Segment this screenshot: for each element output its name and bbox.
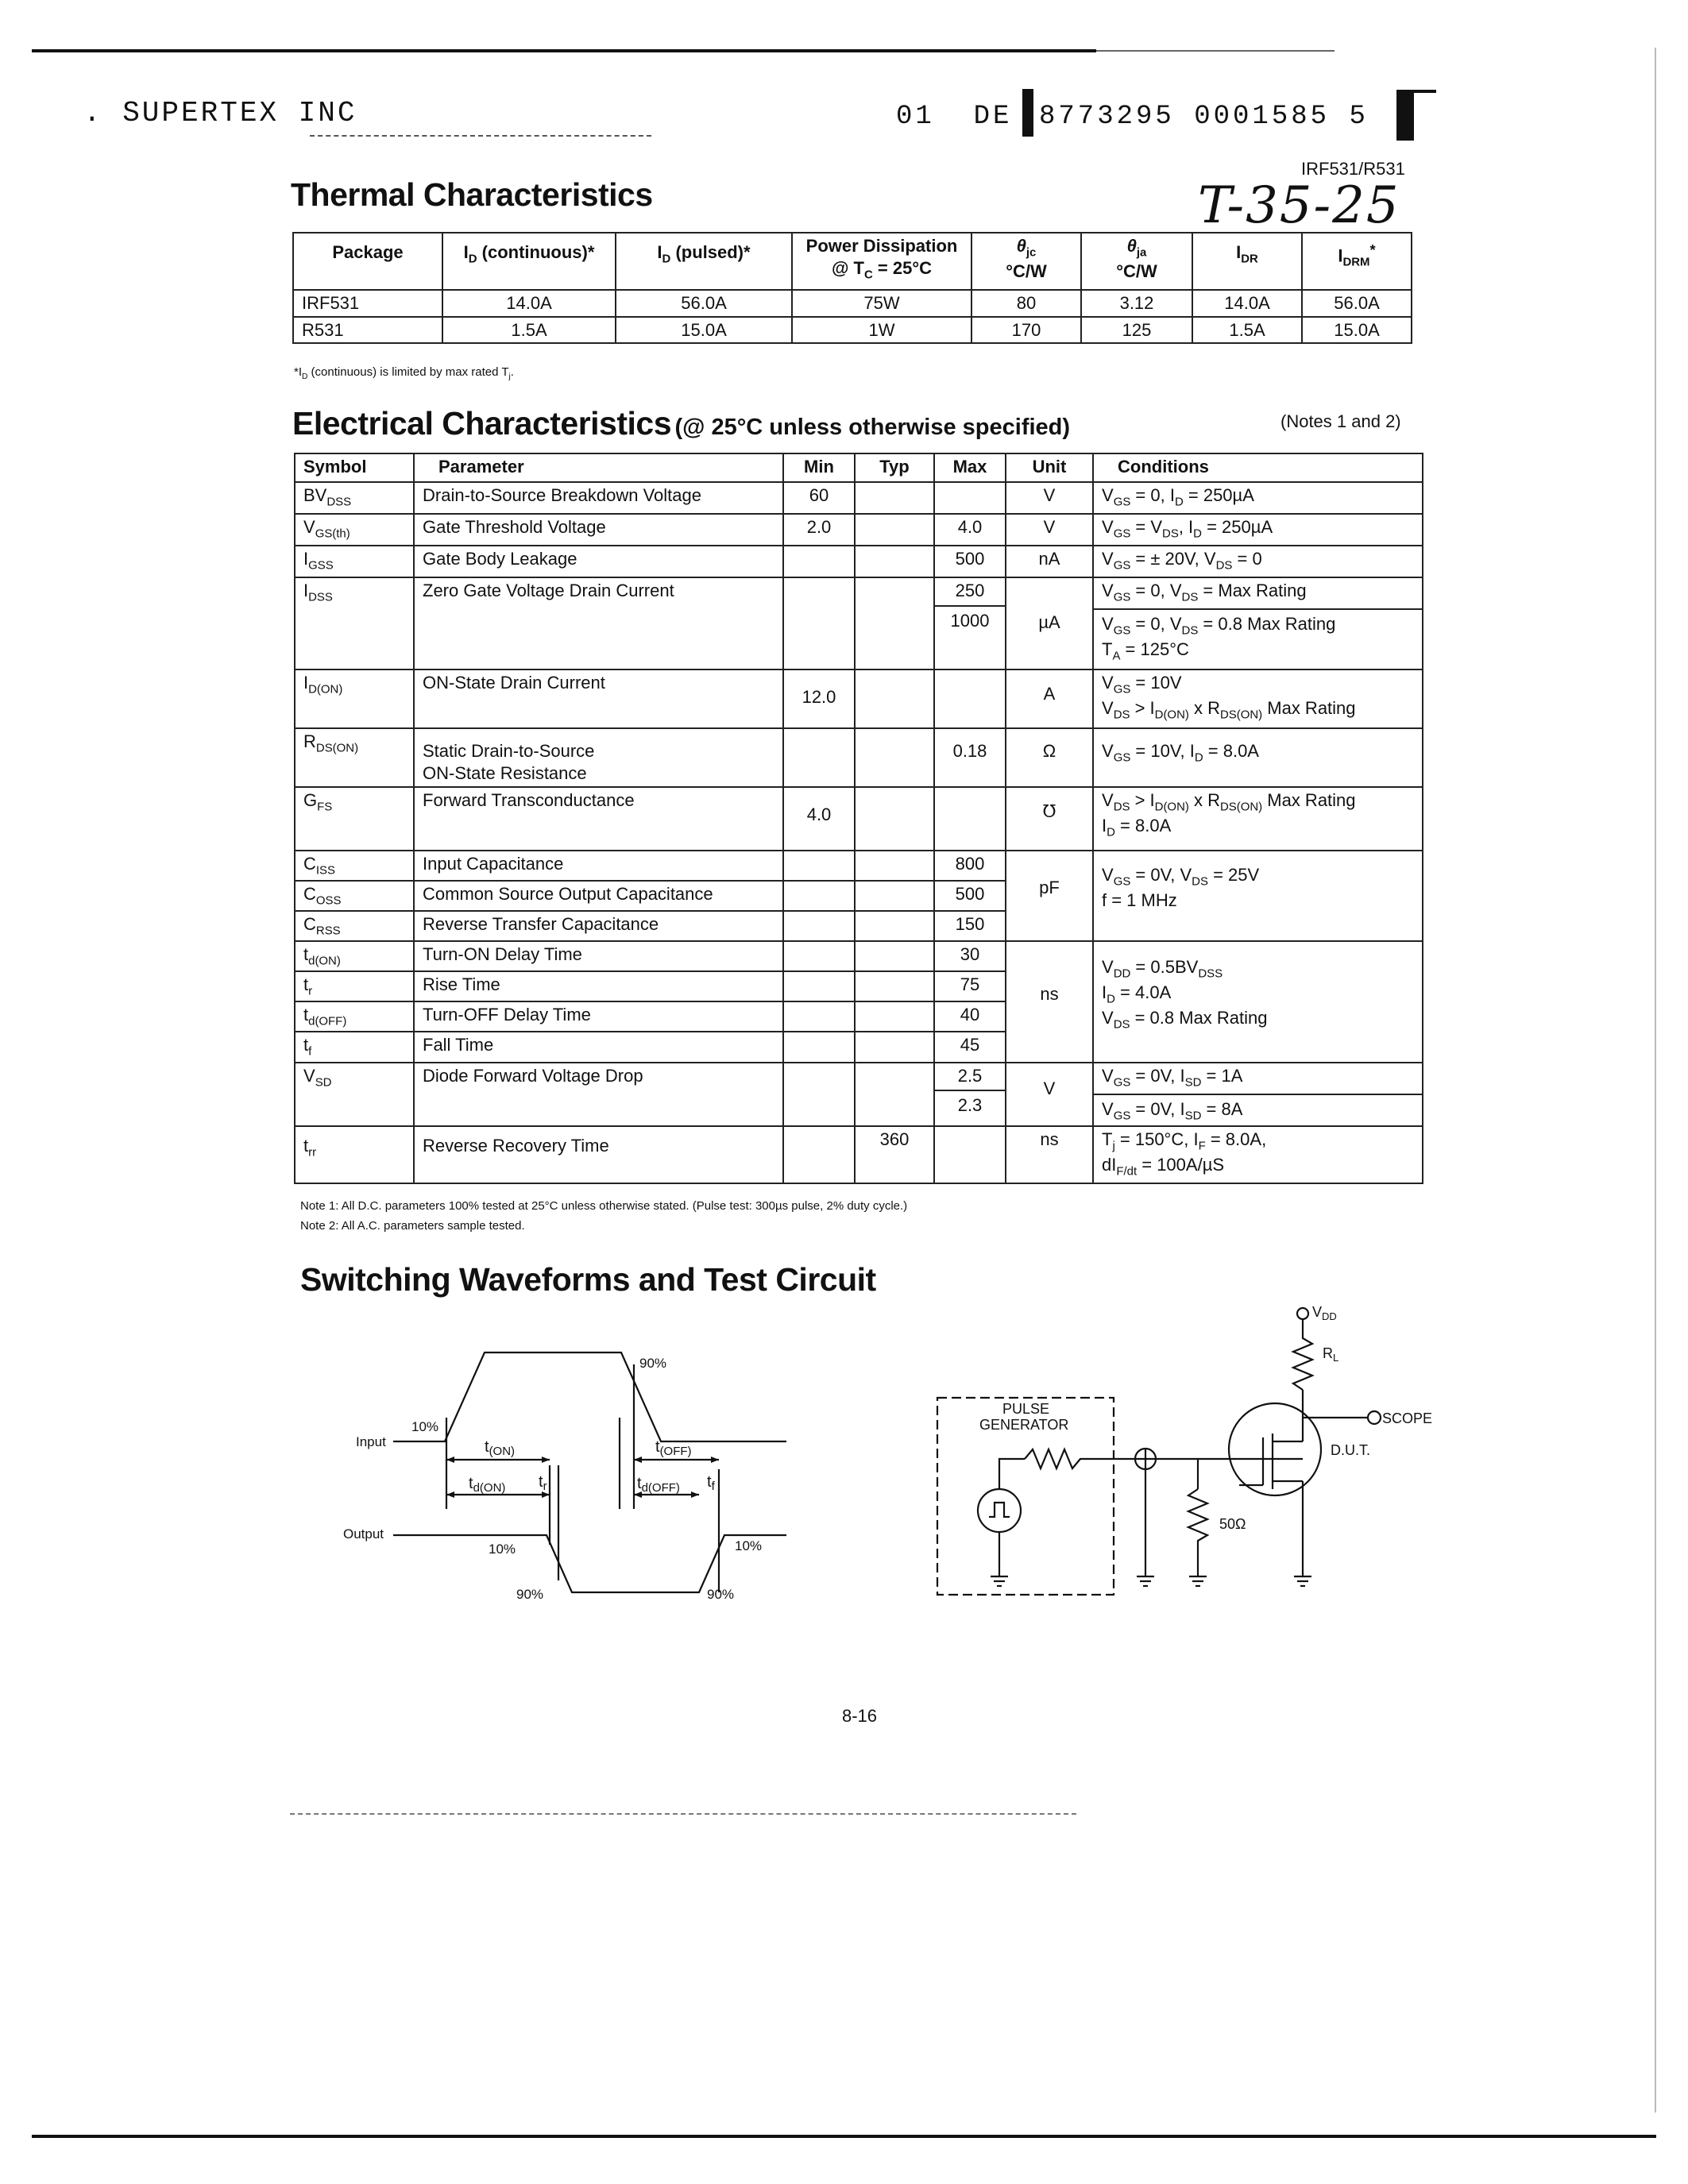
r50-label: 50Ω [1219,1516,1246,1532]
thermal-header-row [293,233,1412,290]
cell-max [934,787,1006,851]
table-row [295,1063,1423,1126]
cell-symbol: $t_{d(OFF)}$ [295,1001,414,1032]
pct-10-out-right: 10% [735,1538,763,1553]
cell-max: 0.18 [934,728,1006,787]
cell-min [783,577,855,669]
fn-tail: (continuous) is limited by max rated T [307,365,509,379]
cell-min [783,1063,855,1126]
electrical-table [294,453,1423,1184]
cell-unit: ℧ [1006,787,1093,851]
top-rule [32,49,1096,52]
cell-typ: 360 [855,1126,934,1183]
th-id-continuous [442,233,616,290]
thermal-row [293,317,1412,344]
input-label: Input [356,1434,386,1449]
cell-min [783,851,855,881]
arrowhead [711,1457,719,1463]
cell-parameter: Common Source Output Capacitance [414,881,783,911]
cell-id-cont: 14.0A [442,290,616,317]
th-conditions: Conditions [1093,453,1423,482]
th-idr-i: I [1236,242,1242,262]
cell-unit: V [1006,482,1093,514]
th-tja-sub: ja [1136,245,1147,260]
cell-typ [855,941,934,971]
cell-typ [855,514,934,546]
cell-max: 4.0 [934,514,1006,546]
th-package [293,233,442,290]
footer-dashed-rule [290,1813,1076,1815]
pct-90-top: 90% [639,1356,667,1371]
th-typ: Typ [855,453,934,482]
cell-max: 2.5 2.3 [934,1063,1006,1126]
header-black-cap [1396,90,1436,93]
th-idrm-sub: DRM [1342,255,1370,269]
ground-symbol [991,1576,1311,1586]
cell-max [934,482,1006,514]
th-idp-tail: (pulsed)* [670,242,751,262]
cell-unit: pF [1006,851,1093,941]
cell-conditions: $V_{GS} = 10V$ $V_{DS} > I_{D(ON)}$ x $R_{DS(ON)}$ Max Rating [1093,669,1423,728]
cell-symbol: $C_{RSS}$ [295,911,414,941]
th-pd-line1: Power Dissipation [805,236,958,256]
input-waveform [393,1352,786,1441]
th-id-pulsed [616,233,792,290]
cell-typ [855,577,934,669]
table-row [295,669,1423,728]
arrowhead [446,1457,454,1463]
cell-min: 2.0 [783,514,855,546]
cell-conditions: $V_{GS}$ = ± 20V, $V_{DS} = 0$ [1093,546,1423,577]
rl-label: $R_L$ [1323,1345,1339,1364]
cell-min [783,941,855,971]
fn-sub: D [302,372,308,381]
cell-parameter: Input Capacitance [414,851,783,881]
cell-unit: nA [1006,546,1093,577]
arrowhead [634,1457,642,1463]
cell-id-cont: 1.5A [442,317,616,344]
cell-min [783,728,855,787]
wire-to-gen [999,1459,1025,1489]
cell-conditions: $V_{GS} = 0V$, $V_{DS} = 25V$ f = 1 MHz [1093,851,1423,941]
cell-parameter: Forward Transconductance [414,787,783,851]
th-pd-sub: C [863,267,873,281]
cell-parameter: ON-State Drain Current [414,669,783,728]
electrical-subtitle: (@ 25°C unless otherwise specified) [674,415,1071,440]
cell-parameter: Turn-ON Delay Time [414,941,783,971]
table-row [295,1126,1423,1183]
cell-min: 4.0 [783,787,855,851]
cell-conditions: $V_{DD} = 0.5BV_{DSS}$ $I_D = 4.0A$ $V_{DS} = 0.8$ Max Rating [1093,941,1423,1062]
cell-id-pulse: 15.0A [616,317,792,344]
cell-unit: V [1006,1063,1093,1126]
table-row [295,728,1423,787]
cell-typ [855,787,934,851]
scope-label: SCOPE [1382,1410,1433,1426]
header-underline [310,135,651,137]
cell-typ [855,482,934,514]
cell-typ [855,911,934,941]
arrowhead [446,1491,454,1498]
th-pd-at: @ T [831,257,864,278]
handwritten-code: T-35-25 [1198,176,1400,235]
cell-typ [855,971,934,1001]
th-theta-ja [1081,233,1192,290]
cell-parameter: Gate Body Leakage [414,546,783,577]
th-package-label: Package [332,242,404,262]
pulse-label: PULSE [1002,1401,1050,1417]
cell-min [783,1032,855,1062]
cell-max: 150 [934,911,1006,941]
pct-10-out-left: 10% [489,1542,516,1557]
cell-unit: µA [1006,577,1093,669]
cell-max: 45 [934,1032,1006,1062]
cell-typ [855,1032,934,1062]
generator-resistor [1025,1449,1112,1468]
cell-symbol: $t_{d(ON)}$ [295,941,414,971]
right-margin-line [1655,48,1656,2113]
cell-min [783,1001,855,1032]
cell-symbol: $t_{rr}$ [295,1126,414,1183]
cell-parameter: Diode Forward Voltage Drop [414,1063,783,1126]
electrical-title-line [292,405,1070,442]
table-row [295,577,1423,669]
tr-label: $t_r$ [539,1473,547,1493]
cell-typ [855,851,934,881]
t-off-label: $t_{(OFF)}$ [655,1438,692,1458]
cell-symbol: $C_{ISS}$ [295,851,414,881]
cell-symbol: $I_{D(ON)}$ [295,669,414,728]
company-name: . SUPERTEX INC [83,97,357,129]
cell-typ [855,1063,934,1126]
waveform-diagram [334,1342,826,1628]
arrowhead [691,1491,699,1498]
cell-parameter: Rise Time [414,971,783,1001]
th-idc-i: I [463,242,469,262]
pct-10-input: 10% [411,1419,439,1434]
electrical-title: Electrical Characteristics [292,405,671,442]
scope-terminal [1368,1411,1381,1424]
cell-theta-jc: 170 [971,317,1081,344]
vdd-label: $V_{DD}$ [1312,1304,1337,1322]
table-row [295,546,1423,577]
note-2: Note 2: All A.C. parameters sample tested. [300,1219,525,1233]
t-on-label: $t_{(ON)}$ [485,1438,516,1458]
td-off-label: $t_{d(OFF)}$ [637,1475,680,1495]
output-waveform [393,1535,786,1592]
cell-unit: Ω [1006,728,1093,787]
cell-pd: 1W [792,317,971,344]
th-symbol: Symbol [295,453,414,482]
cell-idrm: 56.0A [1302,290,1412,317]
cell-conditions: $V_{GS} = 0$, $I_D = 250\mu A$ [1093,482,1423,514]
cell-conditions: $T_j = 150^\circ C$, $I_F = 8.0A$, $dI_{F/dt} = 100A/\mu S$ [1093,1126,1423,1183]
arrowhead [542,1457,550,1463]
thermal-title: Thermal Characteristics [291,176,653,213]
header-code: 01 DE [896,102,1013,132]
cell-theta-jc: 80 [971,290,1081,317]
table-row [295,851,1423,881]
resistor-50 [1188,1489,1207,1576]
cell-max: 40 [934,1001,1006,1032]
th-idc-tail: (continuous)* [477,242,595,262]
cell-parameter: Turn-OFF Delay Time [414,1001,783,1032]
cell-symbol: $I_{DSS}$ [295,577,414,669]
th-idrm [1302,233,1412,290]
source-circle [978,1489,1021,1532]
th-parameter: Parameter [414,453,783,482]
cell-typ [855,546,934,577]
cell-theta-ja: 3.12 [1081,290,1192,317]
cell-parameter: Gate Threshold Voltage [414,514,783,546]
table-row [295,514,1423,546]
cell-min: 60 [783,482,855,514]
test-circuit [914,1302,1433,1612]
cell-unit: ns [1006,1126,1093,1183]
cell-conditions: $V_{GS} = 0V$, $I_{SD} = 1A$ $V_{GS} = 0V$, $I_{SD} = 8A$ [1093,1063,1423,1126]
cell-min [783,911,855,941]
cell-parameter: Drain-to-Source Breakdown Voltage [414,482,783,514]
cell-conditions: $V_{GS} = V_{DS}$, $I_D = 250\mu A$ [1093,514,1423,546]
th-max: Max [934,453,1006,482]
cell-min [783,881,855,911]
output-label: Output [343,1526,384,1542]
bottom-rule [32,2135,1656,2138]
cell-max: 30 [934,941,1006,971]
cell-typ [855,1001,934,1032]
dut-label: D.U.T. [1331,1442,1371,1458]
th-pd-tail: = 25°C [872,257,933,278]
cell-symbol: $V_{SD}$ [295,1063,414,1126]
pct-90-out-right: 90% [707,1587,735,1602]
cell-max: 75 [934,971,1006,1001]
cell-min [783,971,855,1001]
cell-package: R531 [293,317,442,344]
cell-unit: V [1006,514,1093,546]
cell-pd: 75W [792,290,971,317]
cell-max: 500 [934,546,1006,577]
generator-label: GENERATOR [979,1417,1069,1433]
cell-symbol: $I_{GSS}$ [295,546,414,577]
cell-symbol: $V_{GS(th)}$ [295,514,414,546]
cell-max: 250 1000 [934,577,1006,669]
th-idc-sub: D [468,252,477,266]
resistor-rl [1293,1318,1312,1390]
th-idrm-star: * [1369,241,1376,258]
cell-id-pulse: 56.0A [616,290,792,317]
cell-min [783,1126,855,1183]
cell-parameter: Reverse Recovery Time [414,1126,783,1183]
th-power-dissipation [792,233,971,290]
cell-max [934,1126,1006,1183]
cell-idr: 14.0A [1192,290,1302,317]
th-tjc-unit: °C/W [1006,261,1047,282]
th-theta-jc [971,233,1081,290]
table-row [295,941,1423,971]
pulse-symbol [989,1503,1010,1517]
arrowhead [634,1491,642,1498]
th-idrm-i: I [1338,245,1343,266]
switching-title: Switching Waveforms and Test Circuit [300,1261,876,1298]
cell-symbol: $t_r$ [295,971,414,1001]
th-idp-sub: D [662,252,671,266]
cell-symbol: $C_{OSS}$ [295,881,414,911]
th-tja-unit: °C/W [1116,261,1157,282]
fn-star: *I [294,365,303,379]
td-on-label: $t_{d(ON)}$ [469,1475,506,1495]
tf-label: $t_f$ [707,1473,715,1493]
cell-parameter: Static Drain-to-Source ON-State Resistance [414,728,783,787]
thermal-row [293,290,1412,317]
cell-min: 12.0 [783,669,855,728]
cell-typ [855,881,934,911]
cell-conditions: $V_{GS} = 0$, $V_{DS}$ = Max Rating $V_{GS} = 0$, $V_{DS} = 0.8$ Max Rating $T_A = 125^\circ C$ [1093,577,1423,669]
th-tjc-sub: jc [1026,245,1037,260]
th-min: Min [783,453,855,482]
thermal-footnote [294,365,514,381]
th-tjc-sym: θ [1016,236,1026,256]
cell-min [783,546,855,577]
th-idr-sub: DR [1241,252,1258,266]
table-row [295,787,1423,851]
thermal-table [292,232,1412,344]
cell-unit: A [1006,669,1093,728]
cell-symbol: $BV_{DSS}$ [295,482,414,514]
vdd-terminal [1297,1308,1308,1319]
cell-idrm: 15.0A [1302,317,1412,344]
cell-symbol: $G_{FS}$ [295,787,414,851]
cell-unit: ns [1006,941,1093,1062]
cell-max: 800 [934,851,1006,881]
cell-package: IRF531 [293,290,442,317]
top-rule-extension [1096,50,1335,52]
th-unit: Unit [1006,453,1093,482]
cell-theta-ja: 125 [1081,317,1192,344]
cell-parameter: Reverse Transfer Capacitance [414,911,783,941]
cell-parameter: Fall Time [414,1032,783,1062]
notes-ref: (Notes 1 and 2) [1280,411,1401,431]
cell-idr: 1.5A [1192,317,1302,344]
cell-conditions: $V_{GS} = 10V$, $I_D = 8.0A$ [1093,728,1423,787]
th-tja-sym: θ [1126,236,1137,256]
cell-typ [855,728,934,787]
cell-typ [855,669,934,728]
cell-symbol: $R_{DS(ON)}$ [295,728,414,787]
cell-symbol: $t_f$ [295,1032,414,1062]
header-black-bar [1396,91,1414,141]
th-idp-i: I [657,242,662,262]
fn-end: . [510,365,514,379]
th-idr [1192,233,1302,290]
cell-parameter: Zero Gate Voltage Drain Current [414,577,783,669]
fn-sub2: j [508,372,511,381]
note-1: Note 1: All D.C. parameters 100% tested at 25°C unless otherwise stated. (Pulse test: 300µs pulse, 2% duty cycle.) [300,1199,908,1213]
cell-max [934,669,1006,728]
table-row [295,482,1423,514]
electrical-header-row [295,453,1423,482]
part-number: IRF531/R531 [1301,159,1405,179]
cell-conditions: $V_{DS} > I_{D(ON)}$ x $R_{DS(ON)}$ Max Rating $I_D = 8.0A$ [1093,787,1423,851]
header-barcode-text: 8773295 0001585 5 [1039,102,1369,132]
cell-max: 500 [934,881,1006,911]
barcode-block [1022,89,1033,137]
page-number: 8-16 [842,1706,878,1726]
pct-90-out-left: 90% [516,1587,544,1602]
